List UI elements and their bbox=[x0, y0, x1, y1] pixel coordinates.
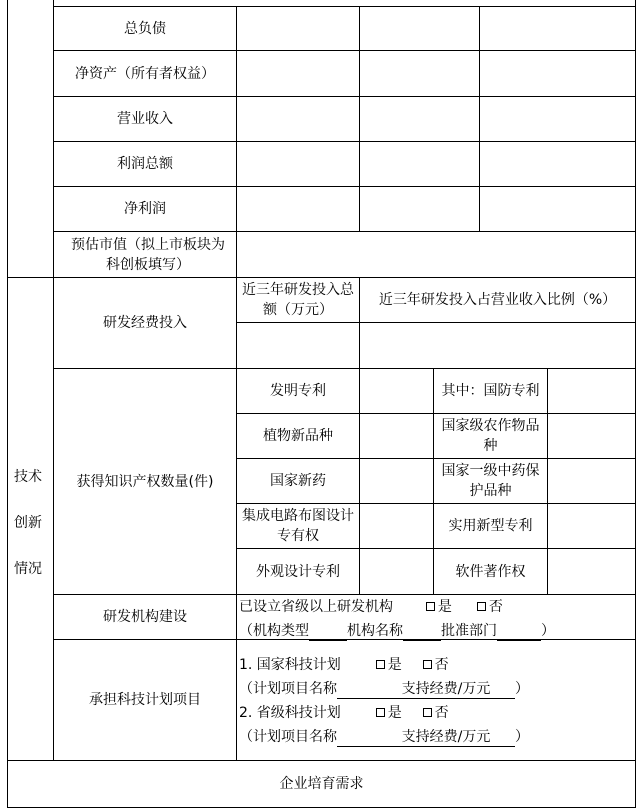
finance-label-market-value: 预估市值（拟上市板块为科创板填写） bbox=[71, 236, 225, 273]
provincial-no-label: 否 bbox=[434, 705, 449, 721]
outer-left-border bbox=[7, 0, 8, 808]
ip-item-invention-patent: 发明专利 bbox=[270, 383, 326, 399]
rd-org-name-label: 机构名称 bbox=[347, 623, 403, 639]
section-title-vertical bbox=[8, 454, 48, 592]
market-value-input[interactable] bbox=[237, 232, 635, 277]
section-title-char: 创新 bbox=[14, 515, 42, 531]
outer-right-border bbox=[635, 0, 636, 808]
rd-org-content bbox=[239, 595, 555, 643]
national-no-checkbox[interactable] bbox=[423, 660, 432, 669]
rd-org-paren-close: ） bbox=[541, 623, 555, 639]
provincial-yes-label: 是 bbox=[387, 705, 402, 721]
ip-item-utility-model: 实用新型专利 bbox=[448, 518, 533, 534]
finance-input-cell[interactable] bbox=[360, 7, 479, 50]
rd-ratio-input[interactable] bbox=[360, 323, 635, 368]
national-fund-label: 支持经费/万元 bbox=[401, 681, 491, 697]
provincial-detail-field[interactable] bbox=[337, 728, 515, 747]
rd-org-label: 研发机构建设 bbox=[103, 609, 187, 625]
ip-col-separator-1 bbox=[359, 368, 360, 594]
finance-input-cell[interactable] bbox=[237, 7, 359, 50]
provincial-detail-close: ） bbox=[515, 729, 529, 745]
rd-org-name-field[interactable] bbox=[403, 622, 441, 641]
provincial-yes-checkbox[interactable] bbox=[376, 708, 385, 717]
ip-item-software-copyright: 软件著作权 bbox=[455, 563, 526, 580]
rd-org-question: 已设立省级以上研发机构 bbox=[239, 599, 393, 615]
finance-label-net-assets: 净资产（所有者权益） bbox=[75, 65, 215, 82]
section-title-char: 情况 bbox=[14, 561, 42, 577]
ip-col-separator-3 bbox=[547, 368, 548, 594]
rd-org-dept-field[interactable] bbox=[497, 622, 541, 641]
national-detail-close: ） bbox=[515, 681, 529, 697]
rd-org-paren-open: （ bbox=[239, 623, 253, 639]
projects-content bbox=[239, 653, 529, 749]
finance-label-net-profit: 净利润 bbox=[124, 201, 166, 217]
rd-org-yes-label: 是 bbox=[437, 599, 452, 615]
ip-item-new-drug: 国家新药 bbox=[270, 473, 326, 489]
provincial-detail-open: （计划项目名称 bbox=[239, 729, 337, 745]
rd-org-no-checkbox[interactable] bbox=[477, 602, 486, 611]
rd-org-type-label: 机构类型 bbox=[253, 623, 309, 639]
national-yes-label: 是 bbox=[387, 657, 402, 673]
national-plan-label: 1. 国家科技计划 bbox=[239, 657, 341, 673]
rd-investment-label: 研发经费投入 bbox=[103, 315, 187, 331]
rd-total-input[interactable] bbox=[237, 323, 359, 368]
finance-label-total-liabilities: 总负债 bbox=[124, 20, 166, 37]
rd-total-header: 近三年研发投入总额（万元） bbox=[242, 282, 354, 318]
finance-label-revenue: 营业收入 bbox=[117, 111, 173, 127]
finance-input-cell[interactable] bbox=[480, 7, 635, 50]
rd-org-type-field[interactable] bbox=[309, 622, 347, 641]
national-no-label: 否 bbox=[434, 657, 449, 673]
rd-org-yes-checkbox[interactable] bbox=[426, 602, 435, 611]
ip-item-plant-variety: 植物新品种 bbox=[263, 428, 333, 444]
national-yes-checkbox[interactable] bbox=[376, 660, 385, 669]
provincial-fund-label: 支持经费/万元 bbox=[401, 729, 491, 745]
ip-item-tcm-protection: 国家一级中药保护品种 bbox=[441, 463, 540, 499]
rd-org-no-label: 否 bbox=[488, 599, 503, 615]
section-title-char: 技术 bbox=[14, 469, 42, 485]
rd-org-dept-label: 批准部门 bbox=[441, 623, 497, 639]
footer-title: 企业培育需求 bbox=[279, 776, 364, 792]
outer-bottom-border bbox=[7, 807, 635, 808]
ip-count-label: 获得知识产权数量(件) bbox=[76, 473, 214, 490]
ip-item-defense-patent: 其中：国防专利 bbox=[441, 383, 540, 399]
ip-item-design-patent: 外观设计专利 bbox=[256, 563, 340, 580]
provincial-plan-label: 2. 省级科技计划 bbox=[239, 705, 341, 721]
projects-label: 承担科技计划项目 bbox=[89, 692, 201, 708]
national-detail-field[interactable] bbox=[337, 680, 515, 699]
rd-ratio-header: 近三年研发投入占营业收入比例（%） bbox=[378, 292, 617, 308]
ip-item-crop-variety: 国家级农作物品种 bbox=[441, 418, 540, 454]
national-detail-open: （计划项目名称 bbox=[239, 681, 337, 697]
ip-item-ic-layout: 集成电路布图设计专有权 bbox=[242, 508, 354, 544]
provincial-no-checkbox[interactable] bbox=[423, 708, 432, 717]
finance-label-total-profit: 利润总额 bbox=[117, 156, 173, 172]
